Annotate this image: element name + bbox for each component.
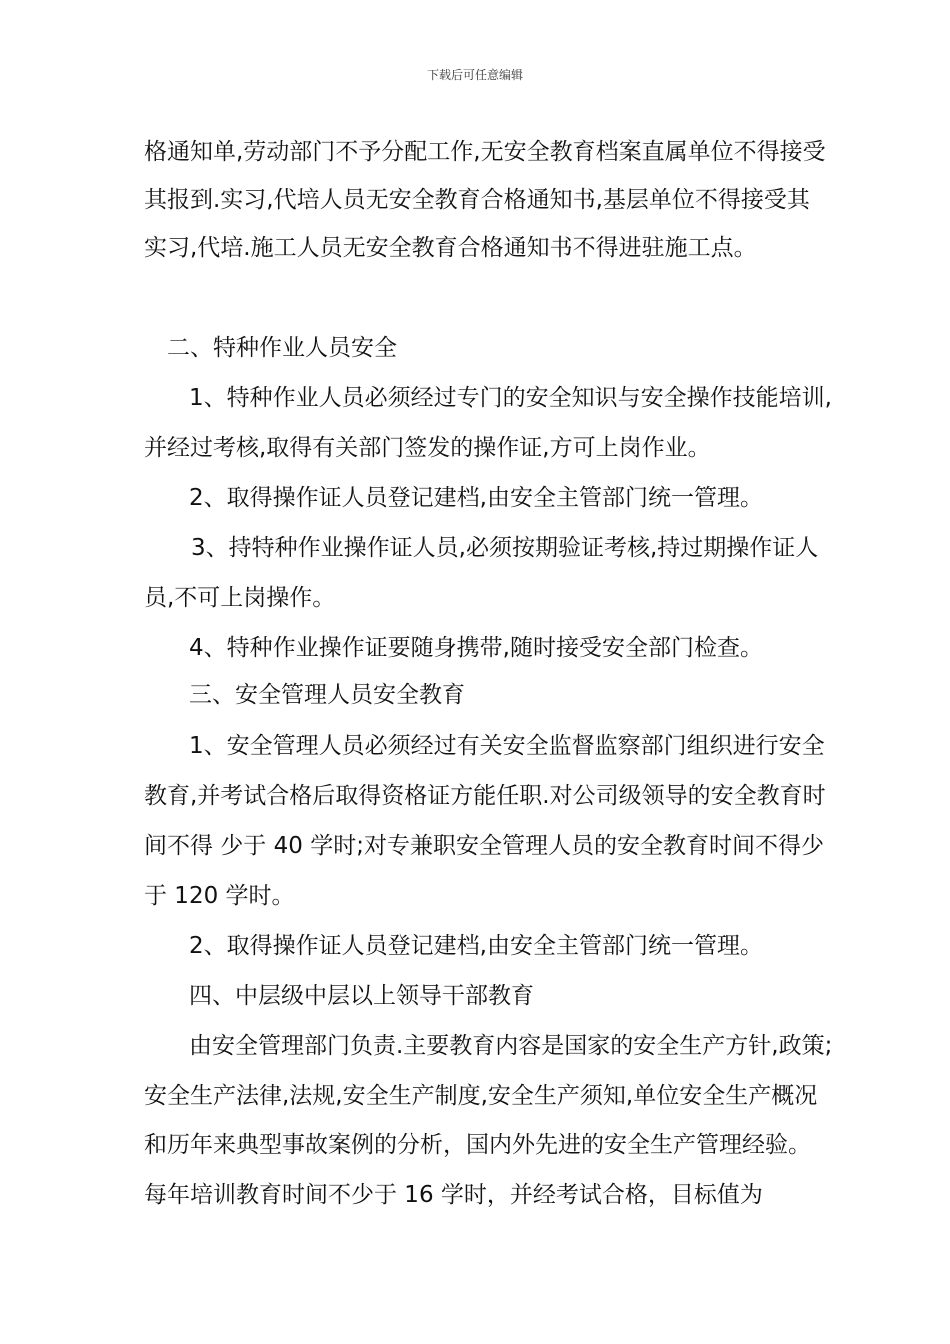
- paragraph-line: 1、安全管理人员必须经过有关安全监督监察部门组织进行安全: [189, 733, 825, 759]
- section-heading: 二、特种作业人员安全: [167, 335, 397, 361]
- paragraph-line: 2、取得操作证人员登记建档,由安全主管部门统一管理。: [189, 485, 763, 511]
- paragraph-line: 员,不可上岗操作。: [144, 585, 336, 611]
- paragraph-line: 4、特种作业操作证要随身携带,随时接受安全部门检查。: [189, 635, 763, 661]
- section-heading: 三、安全管理人员安全教育: [189, 682, 465, 708]
- paragraph-line: 实习,代培.施工人员无安全教育合格通知书不得进驻施工点。: [144, 235, 757, 261]
- paragraph-line: 1、特种作业人员必须经过专门的安全知识与安全操作技能培训,: [189, 385, 832, 411]
- paragraph-line: 格通知单,劳动部门不予分配工作,无安全教育档案直属单位不得接受: [144, 139, 826, 165]
- paragraph-line: 其报到.实习,代培人员无安全教育合格通知书,基层单位不得接受其: [144, 187, 810, 213]
- paragraph-line: 由安全管理部门负责.主要教育内容是国家的安全生产方针,政策;: [189, 1033, 833, 1059]
- paragraph-line: 2、取得操作证人员登记建档,由安全主管部门统一管理。: [189, 933, 763, 959]
- paragraph-line: 教育,并考试合格后取得资格证方能任职.对公司级领导的安全教育时: [144, 783, 826, 809]
- paragraph-line: 和历年来典型事故案例的分析，国内外先进的安全生产管理经验。: [144, 1132, 811, 1158]
- paragraph-line: 于 120 学时。: [144, 883, 295, 909]
- paragraph-line: 安全生产法律,法规,安全生产制度,安全生产须知,单位安全生产概况: [144, 1083, 818, 1109]
- header-note: 下载后可任意编辑: [426, 68, 523, 82]
- paragraph-line: 并经过考核,取得有关部门签发的操作证,方可上岗作业。: [144, 435, 711, 461]
- paragraph-line: 间不得 少于 40 学时;对专兼职安全管理人员的安全教育时间不得少: [144, 833, 824, 859]
- section-heading: 四、中层级中层以上领导干部教育: [189, 983, 534, 1009]
- paragraph-line: 3、持特种作业操作证人员,必须按期验证考核,持过期操作证人: [191, 535, 819, 561]
- paragraph-line: 每年培训教育时间不少于 16 学时，并经考试合格，目标值为: [144, 1182, 763, 1208]
